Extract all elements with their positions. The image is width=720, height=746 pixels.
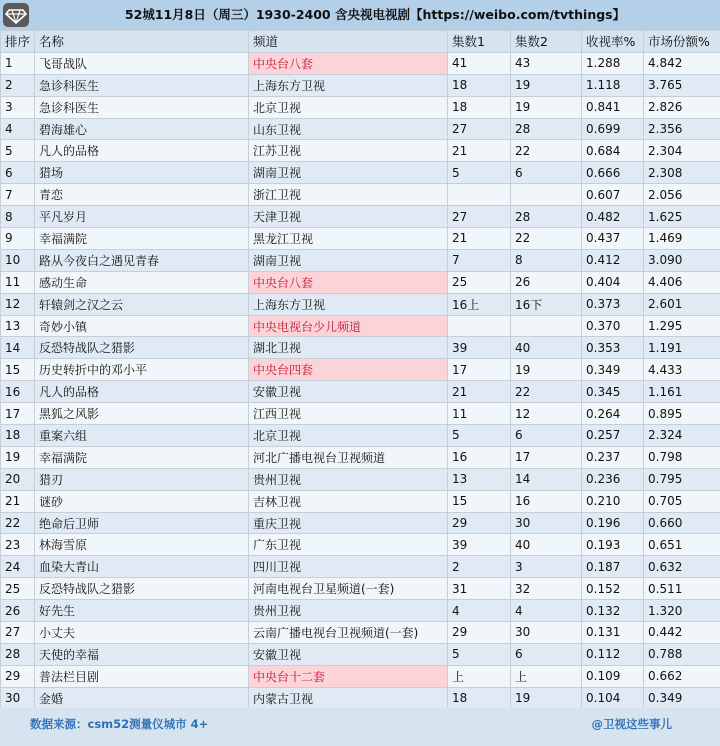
episode-end-cell: 8: [511, 249, 582, 271]
share-cell: 0.660: [644, 512, 720, 534]
rank-cell: 18: [1, 425, 35, 447]
table-row: [1, 52, 720, 74]
table-row: [1, 578, 720, 600]
program-name-cell: 青恋: [35, 184, 249, 206]
episode-end-cell: 22: [511, 381, 582, 403]
table-row: [1, 490, 720, 512]
episode-start-cell: 7: [448, 249, 511, 271]
episode-start-cell: 21: [448, 140, 511, 162]
share-cell: 2.304: [644, 140, 720, 162]
episode-end-cell: 30: [511, 622, 582, 644]
channel-cell: 安徽卫视: [249, 381, 448, 403]
rating-cell: 0.437: [582, 228, 644, 250]
program-name-cell: 金婚: [35, 687, 249, 709]
channel-cell: 北京卫视: [249, 425, 448, 447]
channel-cell: 四川卫视: [249, 556, 448, 578]
share-cell: 4.433: [644, 359, 720, 381]
rank-cell: 1: [1, 52, 35, 74]
program-name-cell: 急诊科医生: [35, 96, 249, 118]
episode-start-cell: 39: [448, 337, 511, 359]
episode-start-cell: 21: [448, 228, 511, 250]
page-title: 52城11月8日（周三）1930-2400 含央视电视剧【https://weibo.com/tvthings】: [124, 7, 626, 22]
share-cell: 2.356: [644, 118, 720, 140]
rank-cell: 12: [1, 293, 35, 315]
channel-cell: 广东卫视: [249, 534, 448, 556]
share-cell: 3.090: [644, 249, 720, 271]
rating-cell: 0.345: [582, 381, 644, 403]
channel-cell: 北京卫视: [249, 96, 448, 118]
rating-cell: 0.370: [582, 315, 644, 337]
table-row: [1, 315, 720, 337]
episode-start-cell: 5: [448, 643, 511, 665]
rank-cell: 14: [1, 337, 35, 359]
rank-cell: 28: [1, 643, 35, 665]
episode-start-cell: 2: [448, 556, 511, 578]
rank-cell: 3: [1, 96, 35, 118]
share-cell: 0.662: [644, 665, 720, 687]
rank-cell: 27: [1, 622, 35, 644]
episode-end-cell: 19: [511, 359, 582, 381]
program-name-cell: 猎场: [35, 162, 249, 184]
share-cell: 0.705: [644, 490, 720, 512]
episode-end-cell: 30: [511, 512, 582, 534]
rating-cell: 0.684: [582, 140, 644, 162]
data-source-note: 数据来源：csm52测量仪城市 4+: [30, 717, 209, 731]
share-cell: 1.295: [644, 315, 720, 337]
table-row: [1, 96, 720, 118]
episode-end-cell: 16: [511, 490, 582, 512]
rank-cell: 4: [1, 118, 35, 140]
share-cell: 0.795: [644, 468, 720, 490]
episode-start-cell: 17: [448, 359, 511, 381]
episode-end-cell: 上: [511, 665, 582, 687]
diamond-logo-icon: [3, 3, 29, 27]
share-cell: 1.625: [644, 206, 720, 228]
rank-cell: 6: [1, 162, 35, 184]
rank-cell: 17: [1, 403, 35, 425]
program-name-cell: 血染大青山: [35, 556, 249, 578]
episode-end-cell: 22: [511, 228, 582, 250]
rank-cell: 15: [1, 359, 35, 381]
episode-start-cell: 27: [448, 118, 511, 140]
episode-end-cell: 14: [511, 468, 582, 490]
rating-cell: 0.210: [582, 490, 644, 512]
episode-start-cell: 5: [448, 425, 511, 447]
episode-start-cell: 18: [448, 96, 511, 118]
column-header-episode-end: 集数2: [511, 31, 582, 53]
credit-handle: @卫视这些事儿: [591, 717, 672, 731]
episode-end-cell: 43: [511, 52, 582, 74]
column-header-share: 市场份额%: [644, 31, 720, 53]
rank-cell: 7: [1, 184, 35, 206]
program-name-cell: 碧海雄心: [35, 118, 249, 140]
program-name-cell: 绝命后卫师: [35, 512, 249, 534]
rating-cell: 0.373: [582, 293, 644, 315]
rank-cell: 2: [1, 74, 35, 96]
episode-start-cell: 41: [448, 52, 511, 74]
rating-cell: 0.699: [582, 118, 644, 140]
table-row: [1, 271, 720, 293]
channel-cell: 中央台十二套: [249, 665, 448, 687]
episode-end-cell: 19: [511, 96, 582, 118]
program-name-cell: 黑狐之风影: [35, 403, 249, 425]
channel-cell: 黑龙江卫视: [249, 228, 448, 250]
episode-start-cell: 25: [448, 271, 511, 293]
share-cell: 0.349: [644, 687, 720, 709]
column-header-episode-start: 集数1: [448, 31, 511, 53]
table-row: [1, 140, 720, 162]
table-row: [1, 293, 720, 315]
rank-cell: 8: [1, 206, 35, 228]
episode-start-cell: 31: [448, 578, 511, 600]
rating-cell: 1.288: [582, 52, 644, 74]
channel-cell: 湖北卫视: [249, 337, 448, 359]
program-name-cell: 猎刃: [35, 468, 249, 490]
episode-start-cell: 29: [448, 622, 511, 644]
rank-cell: 20: [1, 468, 35, 490]
episode-end-cell: 16下: [511, 293, 582, 315]
column-header-name: 名称: [35, 31, 249, 53]
episode-start-cell: [448, 315, 511, 337]
rank-cell: 24: [1, 556, 35, 578]
rating-cell: 0.112: [582, 643, 644, 665]
share-cell: 0.895: [644, 403, 720, 425]
episode-end-cell: [511, 315, 582, 337]
table-row: [1, 228, 720, 250]
table-row: [1, 162, 720, 184]
rank-cell: 16: [1, 381, 35, 403]
episode-end-cell: 26: [511, 271, 582, 293]
rating-cell: 0.187: [582, 556, 644, 578]
program-name-cell: 平凡岁月: [35, 206, 249, 228]
table-row: [1, 468, 720, 490]
table-row: [1, 643, 720, 665]
program-name-cell: 天使的幸福: [35, 643, 249, 665]
channel-cell: 上海东方卫视: [249, 293, 448, 315]
rating-cell: 1.118: [582, 74, 644, 96]
program-name-cell: 小丈夫: [35, 622, 249, 644]
episode-end-cell: 6: [511, 643, 582, 665]
rating-cell: 0.404: [582, 271, 644, 293]
rank-cell: 5: [1, 140, 35, 162]
rank-cell: 30: [1, 687, 35, 709]
program-name-cell: 重案六组: [35, 425, 249, 447]
channel-cell: 云南广播电视台卫视频道(一套): [249, 622, 448, 644]
program-name-cell: 林海雪原: [35, 534, 249, 556]
episode-start-cell: 18: [448, 687, 511, 709]
rank-cell: 9: [1, 228, 35, 250]
rank-cell: 19: [1, 446, 35, 468]
rank-cell: 25: [1, 578, 35, 600]
table-row: [1, 249, 720, 271]
table-row: [1, 206, 720, 228]
episode-end-cell: 4: [511, 600, 582, 622]
episode-start-cell: 11: [448, 403, 511, 425]
program-name-cell: 急诊科医生: [35, 74, 249, 96]
program-name-cell: 反恐特战队之猎影: [35, 337, 249, 359]
table-row: [1, 337, 720, 359]
program-name-cell: 幸福满院: [35, 228, 249, 250]
title-bar: [0, 0, 720, 30]
program-name-cell: 谜砂: [35, 490, 249, 512]
share-cell: 1.161: [644, 381, 720, 403]
rating-cell: 0.257: [582, 425, 644, 447]
program-name-cell: 轩辕剑之汉之云: [35, 293, 249, 315]
rating-cell: 0.152: [582, 578, 644, 600]
rank-cell: 11: [1, 271, 35, 293]
episode-end-cell: 32: [511, 578, 582, 600]
channel-cell: 贵州卫视: [249, 600, 448, 622]
table-row: [1, 446, 720, 468]
episode-end-cell: [511, 184, 582, 206]
rating-cell: 0.264: [582, 403, 644, 425]
share-cell: 0.651: [644, 534, 720, 556]
channel-cell: 吉林卫视: [249, 490, 448, 512]
table-row: [1, 118, 720, 140]
program-name-cell: 飞哥战队: [35, 52, 249, 74]
column-header-channel: 频道: [249, 31, 448, 53]
channel-cell: 江苏卫视: [249, 140, 448, 162]
share-cell: 3.765: [644, 74, 720, 96]
program-name-cell: 奇妙小镇: [35, 315, 249, 337]
channel-cell: 山东卫视: [249, 118, 448, 140]
episode-start-cell: 29: [448, 512, 511, 534]
episode-start-cell: 5: [448, 162, 511, 184]
rating-cell: 0.841: [582, 96, 644, 118]
table-row: [1, 184, 720, 206]
program-name-cell: 路从今夜白之遇见青春: [35, 249, 249, 271]
table-row: [1, 381, 720, 403]
episode-end-cell: 40: [511, 534, 582, 556]
channel-cell: 湖南卫视: [249, 162, 448, 184]
episode-end-cell: 19: [511, 687, 582, 709]
column-header-rating: 收视率%: [582, 31, 644, 53]
episode-start-cell: 4: [448, 600, 511, 622]
episode-start-cell: 15: [448, 490, 511, 512]
rating-cell: 0.237: [582, 446, 644, 468]
share-cell: 2.826: [644, 96, 720, 118]
program-name-cell: 感动生命: [35, 271, 249, 293]
episode-end-cell: 40: [511, 337, 582, 359]
rating-cell: 0.607: [582, 184, 644, 206]
table-row: [1, 512, 720, 534]
rating-cell: 0.353: [582, 337, 644, 359]
episode-end-cell: 6: [511, 425, 582, 447]
rating-cell: 0.131: [582, 622, 644, 644]
channel-cell: 上海东方卫视: [249, 74, 448, 96]
table-header-row: [1, 31, 720, 53]
share-cell: 2.308: [644, 162, 720, 184]
rating-cell: 0.109: [582, 665, 644, 687]
rank-cell: 10: [1, 249, 35, 271]
share-cell: 0.788: [644, 643, 720, 665]
program-name-cell: 好先生: [35, 600, 249, 622]
episode-end-cell: 19: [511, 74, 582, 96]
rating-cell: 0.412: [582, 249, 644, 271]
channel-cell: 内蒙古卫视: [249, 687, 448, 709]
share-cell: 1.469: [644, 228, 720, 250]
channel-cell: 河南电视台卫星频道(一套): [249, 578, 448, 600]
table-row: [1, 534, 720, 556]
rating-cell: 0.482: [582, 206, 644, 228]
episode-start-cell: 21: [448, 381, 511, 403]
episode-end-cell: 28: [511, 206, 582, 228]
channel-cell: 中央台四套: [249, 359, 448, 381]
episode-start-cell: 27: [448, 206, 511, 228]
channel-cell: 江西卫视: [249, 403, 448, 425]
rank-cell: 23: [1, 534, 35, 556]
share-cell: 4.842: [644, 52, 720, 74]
rating-cell: 0.196: [582, 512, 644, 534]
episode-start-cell: 16: [448, 446, 511, 468]
episode-start-cell: 18: [448, 74, 511, 96]
table-row: [1, 622, 720, 644]
program-name-cell: 普法栏目剧: [35, 665, 249, 687]
program-name-cell: 幸福满院: [35, 446, 249, 468]
table-row: [1, 556, 720, 578]
rating-cell: 0.236: [582, 468, 644, 490]
table-row: [1, 403, 720, 425]
table-row: [1, 359, 720, 381]
program-name-cell: 反恐特战队之猎影: [35, 578, 249, 600]
share-cell: 2.056: [644, 184, 720, 206]
column-header-rank: 排序: [1, 31, 35, 53]
episode-start-cell: [448, 184, 511, 206]
channel-cell: 天津卫视: [249, 206, 448, 228]
share-cell: 0.442: [644, 622, 720, 644]
rank-cell: 21: [1, 490, 35, 512]
rating-cell: 0.666: [582, 162, 644, 184]
rank-cell: 26: [1, 600, 35, 622]
program-name-cell: 凡人的品格: [35, 381, 249, 403]
channel-cell: 河北广播电视台卫视频道: [249, 446, 448, 468]
episode-start-cell: 13: [448, 468, 511, 490]
channel-cell: 安徽卫视: [249, 643, 448, 665]
episode-start-cell: 16上: [448, 293, 511, 315]
table-row: [1, 425, 720, 447]
rating-cell: 0.193: [582, 534, 644, 556]
episode-end-cell: 12: [511, 403, 582, 425]
rating-cell: 0.104: [582, 687, 644, 709]
episode-start-cell: 39: [448, 534, 511, 556]
channel-cell: 中央台八套: [249, 271, 448, 293]
channel-cell: 中央电视台少儿频道: [249, 315, 448, 337]
channel-cell: 重庆卫视: [249, 512, 448, 534]
channel-cell: 浙江卫视: [249, 184, 448, 206]
table-row: [1, 600, 720, 622]
rating-cell: 0.132: [582, 600, 644, 622]
episode-end-cell: 28: [511, 118, 582, 140]
ratings-table: [0, 30, 720, 710]
rank-cell: 29: [1, 665, 35, 687]
table-row: [1, 665, 720, 687]
share-cell: 1.191: [644, 337, 720, 359]
channel-cell: 湖南卫视: [249, 249, 448, 271]
program-name-cell: 凡人的品格: [35, 140, 249, 162]
rating-cell: 0.349: [582, 359, 644, 381]
share-cell: 2.324: [644, 425, 720, 447]
table-row: [1, 74, 720, 96]
channel-cell: 中央台八套: [249, 52, 448, 74]
channel-cell: 贵州卫视: [249, 468, 448, 490]
table-body: [1, 52, 720, 709]
episode-end-cell: 3: [511, 556, 582, 578]
rank-cell: 13: [1, 315, 35, 337]
share-cell: 4.406: [644, 271, 720, 293]
footer-bar: [0, 708, 720, 746]
share-cell: 0.511: [644, 578, 720, 600]
program-name-cell: 历史转折中的邓小平: [35, 359, 249, 381]
episode-start-cell: 上: [448, 665, 511, 687]
table-row: [1, 687, 720, 709]
episode-end-cell: 17: [511, 446, 582, 468]
rank-cell: 22: [1, 512, 35, 534]
episode-end-cell: 6: [511, 162, 582, 184]
share-cell: 2.601: [644, 293, 720, 315]
share-cell: 1.320: [644, 600, 720, 622]
share-cell: 0.632: [644, 556, 720, 578]
episode-end-cell: 22: [511, 140, 582, 162]
share-cell: 0.798: [644, 446, 720, 468]
